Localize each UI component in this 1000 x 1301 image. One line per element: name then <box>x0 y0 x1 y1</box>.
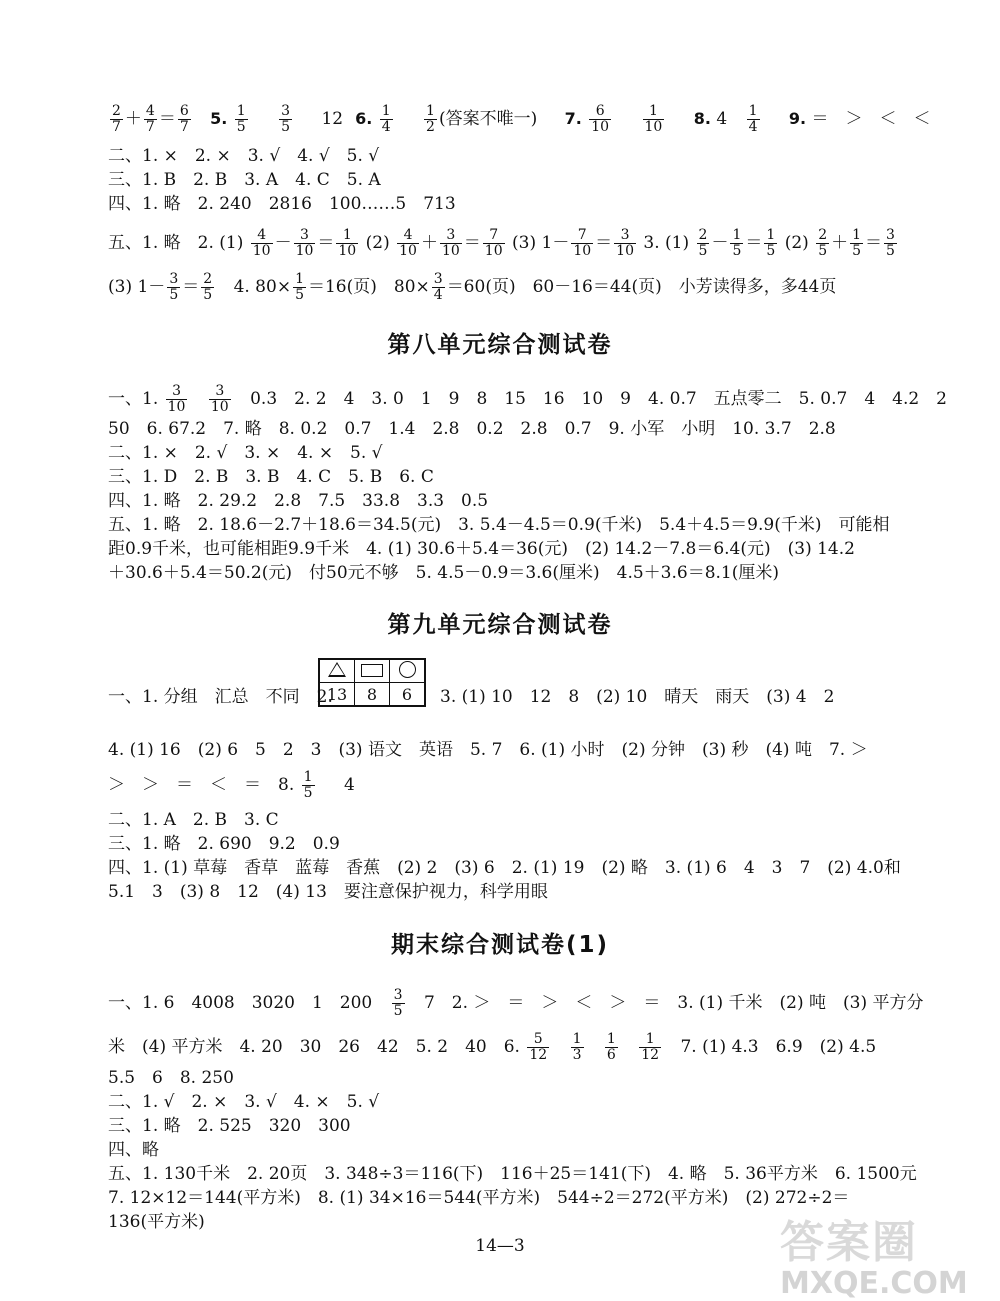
answer-line: 四、1. 略 2. 240 2816 100……5 713 <box>108 194 456 214</box>
fraction: $\frac{3}{10}$ <box>295 227 314 259</box>
answer-line: 4. (1) 16 (2) 6 5 2 3 (3) 语文 英语 5. 7 6. (1) 小时 (2) 分钟 (3) 秒 (4) 吨 7. ＞ <box>108 740 868 760</box>
answer-line: 四、略 <box>108 1140 159 1160</box>
watermark-url: MXQE.COM <box>780 1266 968 1301</box>
fraction: $\frac{3}{10}$ <box>210 383 229 415</box>
answer-line: 三、1. 略 2. 690 9.2 0.9 <box>108 834 340 854</box>
answer-line: 一、1. 6 4008 3020 1 200 $\frac{3}{5}$ 7 2. ＞ ＝ ＞ ＜ ＞ ＝ 3. (1) 千米 (2) 吨 (3) 平方分 <box>108 987 924 1019</box>
answer-line: 一、1. 分组 汇总 不同 2. <box>108 687 333 707</box>
answer-line: 一、1. $\frac{3}{10}$ $\frac{3}{10}$ 0.3 2. 2 4 3. 0 1 9 8 15 16 10 9 4. 0.7 五点零二 5. 0.7 4 4.2 2 <box>108 383 947 415</box>
fraction: $\frac{1}{10}$ <box>338 227 357 259</box>
answer-line: 3. (1) 10 12 8 (2) 10 晴天 雨天 (3) 4 2 <box>440 687 835 707</box>
fraction: $\frac{1}{5}$ <box>766 227 776 259</box>
rectangle-icon <box>355 659 390 683</box>
fraction: $\frac{4}{10}$ <box>252 227 271 259</box>
triangle-icon <box>319 659 355 683</box>
answer-line: ＋30.6＋5.4＝50.2(元) 付50元不够 5. 4.5－0.9＝3.6(厘米) 4.5＋3.6＝8.1(厘米) <box>108 563 780 583</box>
answer-line: 距0.9千米，也可能相距9.9千米 4. (1) 30.6＋5.4＝36(元) (2) 14.2－7.8＝6.4(元) (3) 14.2 <box>108 539 855 559</box>
fraction: $\frac{3}{5}$ <box>393 987 403 1019</box>
table-cell: 8 <box>355 683 390 707</box>
fraction: $\frac{4}{10}$ <box>399 227 417 259</box>
answer-line: 三、1. B 2. B 3. A 4. C 5. A <box>108 170 381 190</box>
table-cell: 13 <box>319 683 355 707</box>
fraction: $\frac{1}{5}$ <box>295 271 304 303</box>
answer-line: 二、1. A 2. B 3. C <box>108 810 279 830</box>
table-cell: 6 <box>390 683 426 707</box>
fraction: $\frac{6}{10}$ <box>591 103 610 135</box>
fraction: $\frac{1}{2}$ <box>426 103 435 135</box>
section-title: 期末综合测试卷(1) <box>390 932 610 958</box>
fraction: $\frac{3}{10}$ <box>167 383 186 415</box>
shape-count-table <box>318 658 426 707</box>
answer-line: 5.1 3 (3) 8 12 (4) 13 要注意保护视力，科学用眼 <box>108 882 548 902</box>
fraction: $\frac{1}{12}$ <box>641 1031 660 1063</box>
page-number: 14—3 <box>475 1236 525 1256</box>
answer-line: 二、1. × 2. × 3. √ 4. √ 5. √ <box>108 146 380 166</box>
fraction: $\frac{1}{4}$ <box>381 103 391 135</box>
fraction: $\frac{3}{5}$ <box>886 227 895 259</box>
fraction: $\frac{7}{10}$ <box>484 227 503 259</box>
fraction: $\frac{6}{7}$ <box>179 103 189 135</box>
fraction: $\frac{3}{4}$ <box>433 271 443 303</box>
answer-line: 7. 12×12＝144(平方米) 8. (1) 34×16＝544(平方米) 544÷2＝272(平方米) (2) 272÷2＝ <box>108 1188 850 1208</box>
circle-icon <box>390 659 426 683</box>
fraction: $\frac{1}{5}$ <box>732 227 742 259</box>
section-title: 第九单元综合测试卷 <box>387 612 613 638</box>
answer-line: 三、1. 略 2. 525 320 300 <box>108 1116 351 1136</box>
fraction: $\frac{3}{10}$ <box>616 227 634 259</box>
watermark <box>780 1206 990 1301</box>
answer-line: 五、1. 130千米 2. 20页 3. 348÷3＝116(下) 116＋25＝141(下) 4. 略 5. 36平方米 6. 1500元 <box>108 1164 917 1184</box>
answer-line: 5.5 6 8. 250 <box>108 1068 234 1088</box>
answer-line: 五、1. 略 2. (1) $\frac{4}{10}$ － $\frac{3}{10}$ ＝ $\frac{1}{10}$ (2) $\frac{4}{10}$ ＋ $\frac{3}{10}$ ＝ $\frac{7}{10}$ (3) 1－ $\frac{7}{10}$ ＝ $\frac{3}{10}$ 3. (1) $\frac{2}{5}$ － $\frac{1}{5}$ ＝ $\frac{1}{5}$ (2) $\frac{2}{5}$ ＋ $\frac{1}{5}$ ＝ $\frac{3}{5}$ <box>108 227 895 259</box>
watermark-logo-text: 答案圈 <box>780 1217 918 1268</box>
fraction: $\frac{1}{5}$ <box>852 227 862 259</box>
fraction: $\frac{1}{3}$ <box>572 1031 582 1063</box>
section-title: 第八单元综合测试卷 <box>387 332 613 358</box>
fraction: $\frac{2}{5}$ <box>818 227 828 259</box>
fraction: $\frac{1}{5}$ <box>303 769 313 801</box>
answer-line: 三、1. D 2. B 3. B 4. C 5. B 6. C <box>108 467 434 487</box>
fraction: $\frac{3}{10}$ <box>441 227 460 259</box>
fraction: $\frac{3}{5}$ <box>281 103 291 135</box>
fraction: $\frac{1}{4}$ <box>748 103 758 135</box>
answer-line: ＞ ＞ ＝ ＜ ＝ 8. $\frac{1}{5}$ 4 <box>108 769 355 801</box>
fraction: $\frac{5}{12}$ <box>529 1031 548 1063</box>
fraction: $\frac{3}{5}$ <box>169 271 179 303</box>
fraction: $\frac{2}{5}$ <box>203 271 213 303</box>
answer-line: 四、1. 略 2. 29.2 2.8 7.5 33.8 3.3 0.5 <box>108 491 489 511</box>
fraction: $\frac{2}{7}$ <box>112 103 121 135</box>
answer-line: 五、1. 略 2. 18.6－2.7＋18.6＝34.5(元) 3. 5.4－4.5＝0.9(千米) 5.4＋4.5＝9.9(千米) 可能相 <box>108 515 890 535</box>
answer-line: 米 (4) 平方米 4. 20 30 26 42 5. 2 40 6. $\frac{5}{12}$ $\frac{1}{3}$ $\frac{1}{6}$ $\frac{1}{12}$ 7. (1) 4.3 6.9 (2) 4.5 <box>108 1031 877 1063</box>
fraction: $\frac{4}{7}$ <box>145 103 155 135</box>
answer-line: 50 6. 67.2 7. 略 8. 0.2 0.7 1.4 2.8 0.2 2.8 0.7 9. 小军 小明 10. 3.7 2.8 <box>108 419 836 439</box>
answer-line: (3) 1－ $\frac{3}{5}$ ＝ $\frac{2}{5}$ 4. 80× $\frac{1}{5}$ ＝16(页) 80× $\frac{3}{4}$ ＝60(页) 60－16＝44(页) 小芳读得多，多44页 <box>108 271 837 303</box>
fraction: $\frac{2}{5}$ <box>698 227 708 259</box>
answer-line: 二、1. × 2. √ 3. × 4. × 5. √ <box>108 443 383 463</box>
answer-line: $\frac{2}{7}$ ＋ $\frac{4}{7}$ ＝ $\frac{6}{7}$ 5. $\frac{1}{5}$ $\frac{3}{5}$ 12 6. $\frac{1}{4}$ $\frac{1}{2}$ (答案不唯一) 7. $\frac{6}{10}$ $\frac{1}{10}$ 8. 4 $\frac{1}{4}$ 9. ＝ ＞ ＜ ＜ <box>112 103 931 135</box>
fraction: $\frac{1}{6}$ <box>606 1031 616 1063</box>
answer-line: 四、1. (1) 草莓 香草 蓝莓 香蕉 (2) 2 (3) 6 2. (1) 19 (2) 略 3. (1) 6 4 3 7 (2) 4.0和 <box>108 858 901 878</box>
answer-line: 136(平方米) <box>108 1212 205 1232</box>
numerator: 3 <box>433 271 443 287</box>
answer-line: 二、1. √ 2. × 3. √ 4. × 5. √ <box>108 1092 380 1112</box>
fraction: $\frac{1}{10}$ <box>644 103 663 135</box>
fraction: $\frac{7}{10}$ <box>573 227 592 259</box>
fraction: $\frac{1}{5}$ <box>236 103 246 135</box>
